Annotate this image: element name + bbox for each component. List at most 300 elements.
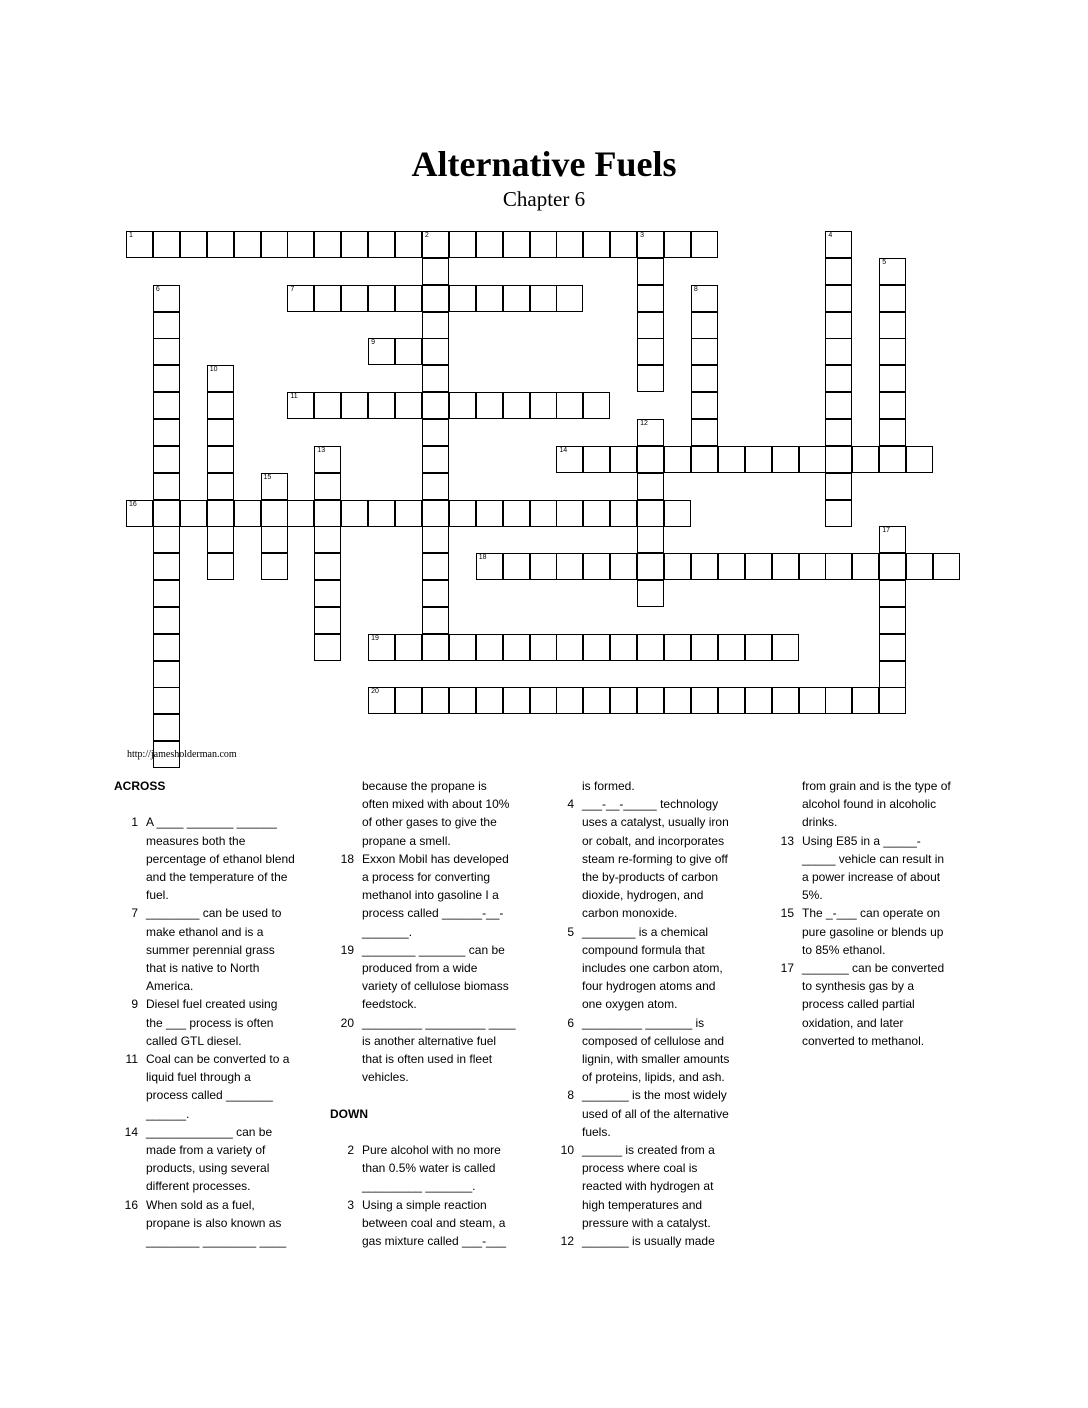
clue-number <box>770 923 802 941</box>
grid-cell[interactable] <box>287 231 314 258</box>
grid-cell[interactable] <box>449 687 476 714</box>
clue-line <box>330 1068 530 1086</box>
clue-item <box>550 1086 760 1104</box>
clue-number: 7 <box>290 285 295 293</box>
grid-cell[interactable] <box>422 285 449 312</box>
clue-text: composed of cellulose and <box>582 1033 725 1048</box>
clue-number <box>330 995 362 1013</box>
grid-cell[interactable] <box>799 446 826 473</box>
clue-number: 17 <box>780 961 794 976</box>
clue-number <box>114 941 146 959</box>
grid-cell[interactable] <box>664 687 691 714</box>
grid-cell[interactable] <box>825 687 852 714</box>
grid-cell[interactable] <box>637 258 664 285</box>
grid-cell[interactable] <box>745 446 772 473</box>
clue-number <box>330 1068 362 1086</box>
clue-line <box>114 1105 314 1123</box>
clue-text: propane is also known as <box>146 1215 282 1230</box>
clue-text: The _-___ can operate on <box>802 906 941 921</box>
clue-number <box>330 977 362 995</box>
clue-number <box>550 1068 582 1086</box>
clue-line <box>330 1177 530 1195</box>
grid-cell[interactable] <box>799 687 826 714</box>
grid-cell[interactable] <box>449 392 476 419</box>
grid-cell[interactable] <box>772 687 799 714</box>
grid-cell[interactable] <box>610 634 637 661</box>
clue-line <box>114 977 314 995</box>
grid-cell[interactable] <box>825 553 852 580</box>
clue-line <box>330 977 530 995</box>
clue-number <box>114 850 146 868</box>
grid-cell[interactable] <box>745 687 772 714</box>
grid-cell[interactable] <box>153 580 180 607</box>
grid-cell[interactable] <box>691 285 718 312</box>
grid-cell[interactable] <box>610 553 637 580</box>
grid-cell[interactable] <box>637 526 664 553</box>
grid-cell[interactable] <box>691 634 718 661</box>
clue-number <box>550 777 582 795</box>
grid-cell[interactable] <box>341 285 368 312</box>
grid-cell[interactable] <box>261 500 288 527</box>
grid-cell[interactable] <box>476 553 503 580</box>
clue-number: 15 <box>263 473 272 481</box>
grid-cell[interactable] <box>879 580 906 607</box>
page-subtitle: Chapter 6 <box>502 187 586 211</box>
grid-cell[interactable] <box>852 553 879 580</box>
grid-cell[interactable] <box>879 392 906 419</box>
clue-text: reacted with hydrogen at <box>582 1179 714 1194</box>
grid-cell[interactable] <box>879 634 906 661</box>
grid-cell[interactable] <box>556 231 583 258</box>
grid-cell[interactable] <box>368 231 395 258</box>
grid-cell[interactable] <box>664 231 691 258</box>
grid-cell[interactable] <box>153 231 180 258</box>
grid-cell[interactable] <box>449 231 476 258</box>
grid-cell[interactable] <box>825 419 852 446</box>
grid-cell[interactable] <box>718 687 745 714</box>
grid-cell[interactable] <box>314 231 341 258</box>
grid-cell[interactable] <box>879 661 906 688</box>
clue-number: 18 <box>340 851 354 866</box>
grid-cell[interactable] <box>772 446 799 473</box>
grid-cell[interactable] <box>664 446 691 473</box>
grid-cell[interactable] <box>422 473 449 500</box>
grid-cell[interactable] <box>745 553 772 580</box>
grid-cell[interactable] <box>314 285 341 312</box>
clue-number <box>330 868 362 886</box>
grid-cell[interactable] <box>691 312 718 339</box>
grid-cell[interactable] <box>261 473 288 500</box>
grid-cell[interactable] <box>287 285 314 312</box>
grid-cell[interactable] <box>637 580 664 607</box>
grid-cell[interactable] <box>476 634 503 661</box>
clue-text: propane a smell. <box>362 833 451 848</box>
grid-cell[interactable] <box>637 500 664 527</box>
clue-line <box>550 1050 760 1068</box>
clue-line <box>770 923 980 941</box>
grid-cell[interactable] <box>341 392 368 419</box>
grid-cell[interactable] <box>449 285 476 312</box>
grid-cell[interactable] <box>906 446 933 473</box>
clue-number: 15 <box>780 906 794 921</box>
grid-cell[interactable] <box>341 500 368 527</box>
grid-cell[interactable] <box>422 365 449 392</box>
grid-cell[interactable] <box>825 258 852 285</box>
grid-cell[interactable] <box>718 634 745 661</box>
grid-cell[interactable] <box>153 419 180 446</box>
clue-number <box>550 977 582 995</box>
grid-cell[interactable] <box>395 634 422 661</box>
clue-line <box>550 1196 760 1214</box>
grid-cell[interactable] <box>395 338 422 365</box>
grid-cell[interactable] <box>314 500 341 527</box>
grid-cell[interactable] <box>422 338 449 365</box>
grid-cell[interactable] <box>153 392 180 419</box>
grid-cell[interactable] <box>180 500 207 527</box>
grid-cell[interactable] <box>610 687 637 714</box>
grid-cell[interactable] <box>637 634 664 661</box>
grid-cell[interactable] <box>287 500 314 527</box>
clue-text: vehicles. <box>362 1070 409 1085</box>
grid-cell[interactable] <box>637 365 664 392</box>
grid-cell[interactable] <box>207 446 234 473</box>
grid-cell[interactable] <box>422 607 449 634</box>
grid-cell[interactable] <box>368 687 395 714</box>
grid-cell[interactable] <box>422 392 449 419</box>
grid-cell[interactable] <box>530 687 557 714</box>
grid-cell[interactable] <box>341 231 368 258</box>
grid-cell[interactable] <box>691 365 718 392</box>
clue-text: Diesel fuel created using <box>146 997 278 1012</box>
source-url: http://jamesholderman.com <box>127 749 237 760</box>
grid-cell[interactable] <box>637 687 664 714</box>
grid-cell[interactable] <box>449 500 476 527</box>
section-heading: DOWN <box>330 1106 368 1121</box>
grid-cell[interactable] <box>422 446 449 473</box>
clue-text: because the propane is <box>362 779 487 793</box>
grid-cell[interactable] <box>476 500 503 527</box>
grid-cell[interactable] <box>153 312 180 339</box>
grid-cell[interactable] <box>691 419 718 446</box>
grid-cell[interactable] <box>180 231 207 258</box>
grid-cell[interactable] <box>637 553 664 580</box>
grid-cell[interactable] <box>906 553 933 580</box>
grid-cell[interactable] <box>395 687 422 714</box>
clue-line <box>770 795 980 813</box>
grid-cell[interactable] <box>556 392 583 419</box>
grid-cell[interactable] <box>691 553 718 580</box>
grid-cell[interactable] <box>422 553 449 580</box>
grid-cell[interactable] <box>879 553 906 580</box>
clue-text: from grain and is the type of <box>802 779 951 793</box>
grid-cell[interactable] <box>422 580 449 607</box>
clue-text: Using E85 in a _____- <box>802 833 921 848</box>
grid-cell[interactable] <box>503 687 530 714</box>
grid-cell[interactable] <box>691 392 718 419</box>
grid-cell[interactable] <box>207 500 234 527</box>
grid-cell[interactable] <box>422 231 449 258</box>
grid-cell[interactable] <box>825 446 852 473</box>
grid-cell[interactable] <box>556 446 583 473</box>
grid-cell[interactable] <box>879 607 906 634</box>
grid-cell[interactable] <box>556 687 583 714</box>
grid-cell[interactable] <box>368 285 395 312</box>
clue-item <box>114 813 314 831</box>
grid-cell[interactable] <box>368 392 395 419</box>
grid-cell[interactable] <box>126 500 153 527</box>
grid-cell[interactable] <box>799 553 826 580</box>
grid-cell[interactable] <box>207 473 234 500</box>
grid-cell[interactable] <box>556 553 583 580</box>
clue-text: high temperatures and <box>582 1197 703 1212</box>
grid-cell[interactable] <box>610 446 637 473</box>
clue-text: fuel. <box>146 888 169 903</box>
grid-cell[interactable] <box>207 553 234 580</box>
grid-cell[interactable] <box>395 285 422 312</box>
grid-cell[interactable] <box>207 526 234 553</box>
grid-cell[interactable] <box>530 500 557 527</box>
grid-cell[interactable] <box>530 553 557 580</box>
clue-number <box>330 1159 362 1177</box>
clue-number <box>550 995 582 1013</box>
grid-cell[interactable] <box>610 231 637 258</box>
grid-cell[interactable] <box>637 231 664 258</box>
grid-cell[interactable] <box>825 285 852 312</box>
grid-cell[interactable] <box>637 419 664 446</box>
grid-cell[interactable] <box>718 553 745 580</box>
grid-cell[interactable] <box>395 231 422 258</box>
grid-cell[interactable] <box>852 687 879 714</box>
grid-cell[interactable] <box>772 634 799 661</box>
grid-cell[interactable] <box>530 231 557 258</box>
grid-cell[interactable] <box>530 634 557 661</box>
grid-cell[interactable] <box>583 392 610 419</box>
grid-cell[interactable] <box>583 634 610 661</box>
grid-cell[interactable] <box>368 338 395 365</box>
grid-cell[interactable] <box>691 687 718 714</box>
grid-cell[interactable] <box>879 312 906 339</box>
grid-cell[interactable] <box>314 526 341 553</box>
grid-cell[interactable] <box>422 526 449 553</box>
clue-line <box>114 850 314 868</box>
grid-cell[interactable] <box>556 500 583 527</box>
grid-cell[interactable] <box>287 392 314 419</box>
grid-cell[interactable] <box>637 473 664 500</box>
grid-cell[interactable] <box>449 634 476 661</box>
grid-cell[interactable] <box>476 687 503 714</box>
grid-cell[interactable] <box>153 285 180 312</box>
grid-cell[interactable] <box>583 500 610 527</box>
clue-line <box>770 886 980 904</box>
grid-cell[interactable] <box>825 500 852 527</box>
clue-number: 5 <box>882 258 887 266</box>
grid-cell[interactable] <box>664 500 691 527</box>
grid-cell[interactable] <box>207 419 234 446</box>
clue-number <box>550 1105 582 1123</box>
clue-text: pure gasoline or blends up <box>802 924 944 939</box>
grid-cell[interactable] <box>879 687 906 714</box>
clue-text: and the temperature of the <box>146 869 288 884</box>
grid-cell[interactable] <box>395 500 422 527</box>
grid-cell[interactable] <box>314 392 341 419</box>
grid-cell[interactable] <box>825 312 852 339</box>
clue-text: a process for converting <box>362 870 491 885</box>
grid-cell[interactable] <box>503 392 530 419</box>
grid-cell[interactable] <box>556 285 583 312</box>
clue-text: ________ can be used to <box>146 906 282 921</box>
clue-text: includes one carbon atom, <box>582 961 723 976</box>
grid-cell[interactable] <box>234 500 261 527</box>
clue-item <box>330 1014 530 1032</box>
clue-number <box>114 868 146 886</box>
grid-cell[interactable] <box>879 526 906 553</box>
grid-cell[interactable] <box>825 473 852 500</box>
grid-cell[interactable] <box>314 553 341 580</box>
grid-cell[interactable] <box>933 553 960 580</box>
grid-cell[interactable] <box>745 634 772 661</box>
grid-cell[interactable] <box>368 634 395 661</box>
grid-cell[interactable] <box>718 446 745 473</box>
grid-cell[interactable] <box>879 419 906 446</box>
clue-number <box>330 795 362 813</box>
grid-cell[interactable] <box>637 312 664 339</box>
grid-cell[interactable] <box>261 553 288 580</box>
grid-cell[interactable] <box>637 338 664 365</box>
clue-text: that is often used in fleet <box>362 1052 493 1067</box>
grid-cell[interactable] <box>503 231 530 258</box>
grid-cell[interactable] <box>503 634 530 661</box>
grid-cell[interactable] <box>314 634 341 661</box>
grid-cell[interactable] <box>422 419 449 446</box>
clue-text: oxidation, and later <box>802 1015 904 1030</box>
grid-cell[interactable] <box>422 500 449 527</box>
grid-cell[interactable] <box>153 607 180 634</box>
grid-cell[interactable] <box>422 687 449 714</box>
grid-cell[interactable] <box>261 526 288 553</box>
grid-cell[interactable] <box>879 365 906 392</box>
grid-cell[interactable] <box>825 231 852 258</box>
grid-cell[interactable] <box>772 553 799 580</box>
clue-text: converted to methanol. <box>802 1033 925 1048</box>
grid-cell[interactable] <box>314 580 341 607</box>
grid-cell[interactable] <box>852 446 879 473</box>
grid-cell[interactable] <box>207 365 234 392</box>
grid-cell[interactable] <box>637 285 664 312</box>
clue-number <box>330 1177 362 1195</box>
grid-cell[interactable] <box>691 231 718 258</box>
clue-number: 17 <box>882 527 890 535</box>
grid-cell[interactable] <box>879 285 906 312</box>
grid-cell[interactable] <box>153 338 180 365</box>
grid-cell[interactable] <box>879 258 906 285</box>
grid-cell[interactable] <box>153 365 180 392</box>
grid-cell[interactable] <box>422 634 449 661</box>
grid-cell[interactable] <box>825 338 852 365</box>
grid-cell[interactable] <box>879 446 906 473</box>
clue-item <box>330 941 530 959</box>
grid-cell[interactable] <box>530 285 557 312</box>
clue-line <box>550 977 760 995</box>
clue-number <box>550 1032 582 1050</box>
clue-line <box>330 1159 530 1177</box>
clue-text: compound formula that <box>582 942 705 957</box>
grid-cell[interactable] <box>476 392 503 419</box>
clue-line <box>550 1159 760 1177</box>
grid-cell[interactable] <box>476 231 503 258</box>
grid-cell[interactable] <box>153 687 180 714</box>
grid-cell[interactable] <box>207 231 234 258</box>
grid-cell[interactable] <box>825 392 852 419</box>
grid-cell[interactable] <box>422 312 449 339</box>
grid-cell[interactable] <box>368 500 395 527</box>
grid-cell[interactable] <box>153 526 180 553</box>
grid-cell[interactable] <box>395 392 422 419</box>
grid-cell[interactable] <box>476 285 503 312</box>
grid-cell[interactable] <box>691 338 718 365</box>
grid-cell[interactable] <box>261 231 288 258</box>
clue-text: measures both the <box>146 833 246 848</box>
clue-text: process called ______-__- <box>362 906 504 921</box>
grid-cell[interactable] <box>610 500 637 527</box>
grid-cell[interactable] <box>153 446 180 473</box>
grid-cell[interactable] <box>153 714 180 741</box>
grid-cell[interactable] <box>314 446 341 473</box>
grid-cell[interactable] <box>556 634 583 661</box>
grid-cell[interactable] <box>825 365 852 392</box>
clue-number <box>330 1232 362 1250</box>
grid-cell[interactable] <box>583 446 610 473</box>
grid-cell[interactable] <box>530 392 557 419</box>
clue-line <box>770 941 980 959</box>
clue-item <box>550 1232 760 1250</box>
clue-number: 16 <box>129 500 137 508</box>
clue-number: 10 <box>209 366 218 374</box>
clue-line <box>770 813 980 831</box>
clue-text: _____________ can be <box>146 1124 273 1139</box>
clue-number: 12 <box>640 419 648 427</box>
clue-number <box>114 1159 146 1177</box>
grid-cell[interactable] <box>664 553 691 580</box>
grid-cell[interactable] <box>153 473 180 500</box>
grid-cell[interactable] <box>207 392 234 419</box>
clue-line <box>550 777 760 795</box>
grid-cell[interactable] <box>234 231 261 258</box>
grid-cell[interactable] <box>314 473 341 500</box>
grid-cell[interactable] <box>503 285 530 312</box>
grid-cell[interactable] <box>637 446 664 473</box>
clue-line <box>550 813 760 831</box>
grid-cell[interactable] <box>153 500 180 527</box>
grid-cell[interactable] <box>503 553 530 580</box>
clue-number <box>330 777 362 795</box>
grid-cell[interactable] <box>153 553 180 580</box>
grid-cell[interactable] <box>691 446 718 473</box>
grid-cell[interactable] <box>153 661 180 688</box>
grid-cell[interactable] <box>664 634 691 661</box>
grid-cell[interactable] <box>583 553 610 580</box>
clue-text: products, using several <box>146 1161 270 1176</box>
grid-cell[interactable] <box>314 607 341 634</box>
clue-line <box>770 868 980 886</box>
grid-cell[interactable] <box>126 231 153 258</box>
grid-cell[interactable] <box>583 687 610 714</box>
grid-cell[interactable] <box>583 231 610 258</box>
grid-cell[interactable] <box>879 338 906 365</box>
clue-line <box>770 850 980 868</box>
grid-cell[interactable] <box>153 634 180 661</box>
grid-cell[interactable] <box>503 500 530 527</box>
grid-cell[interactable] <box>422 258 449 285</box>
